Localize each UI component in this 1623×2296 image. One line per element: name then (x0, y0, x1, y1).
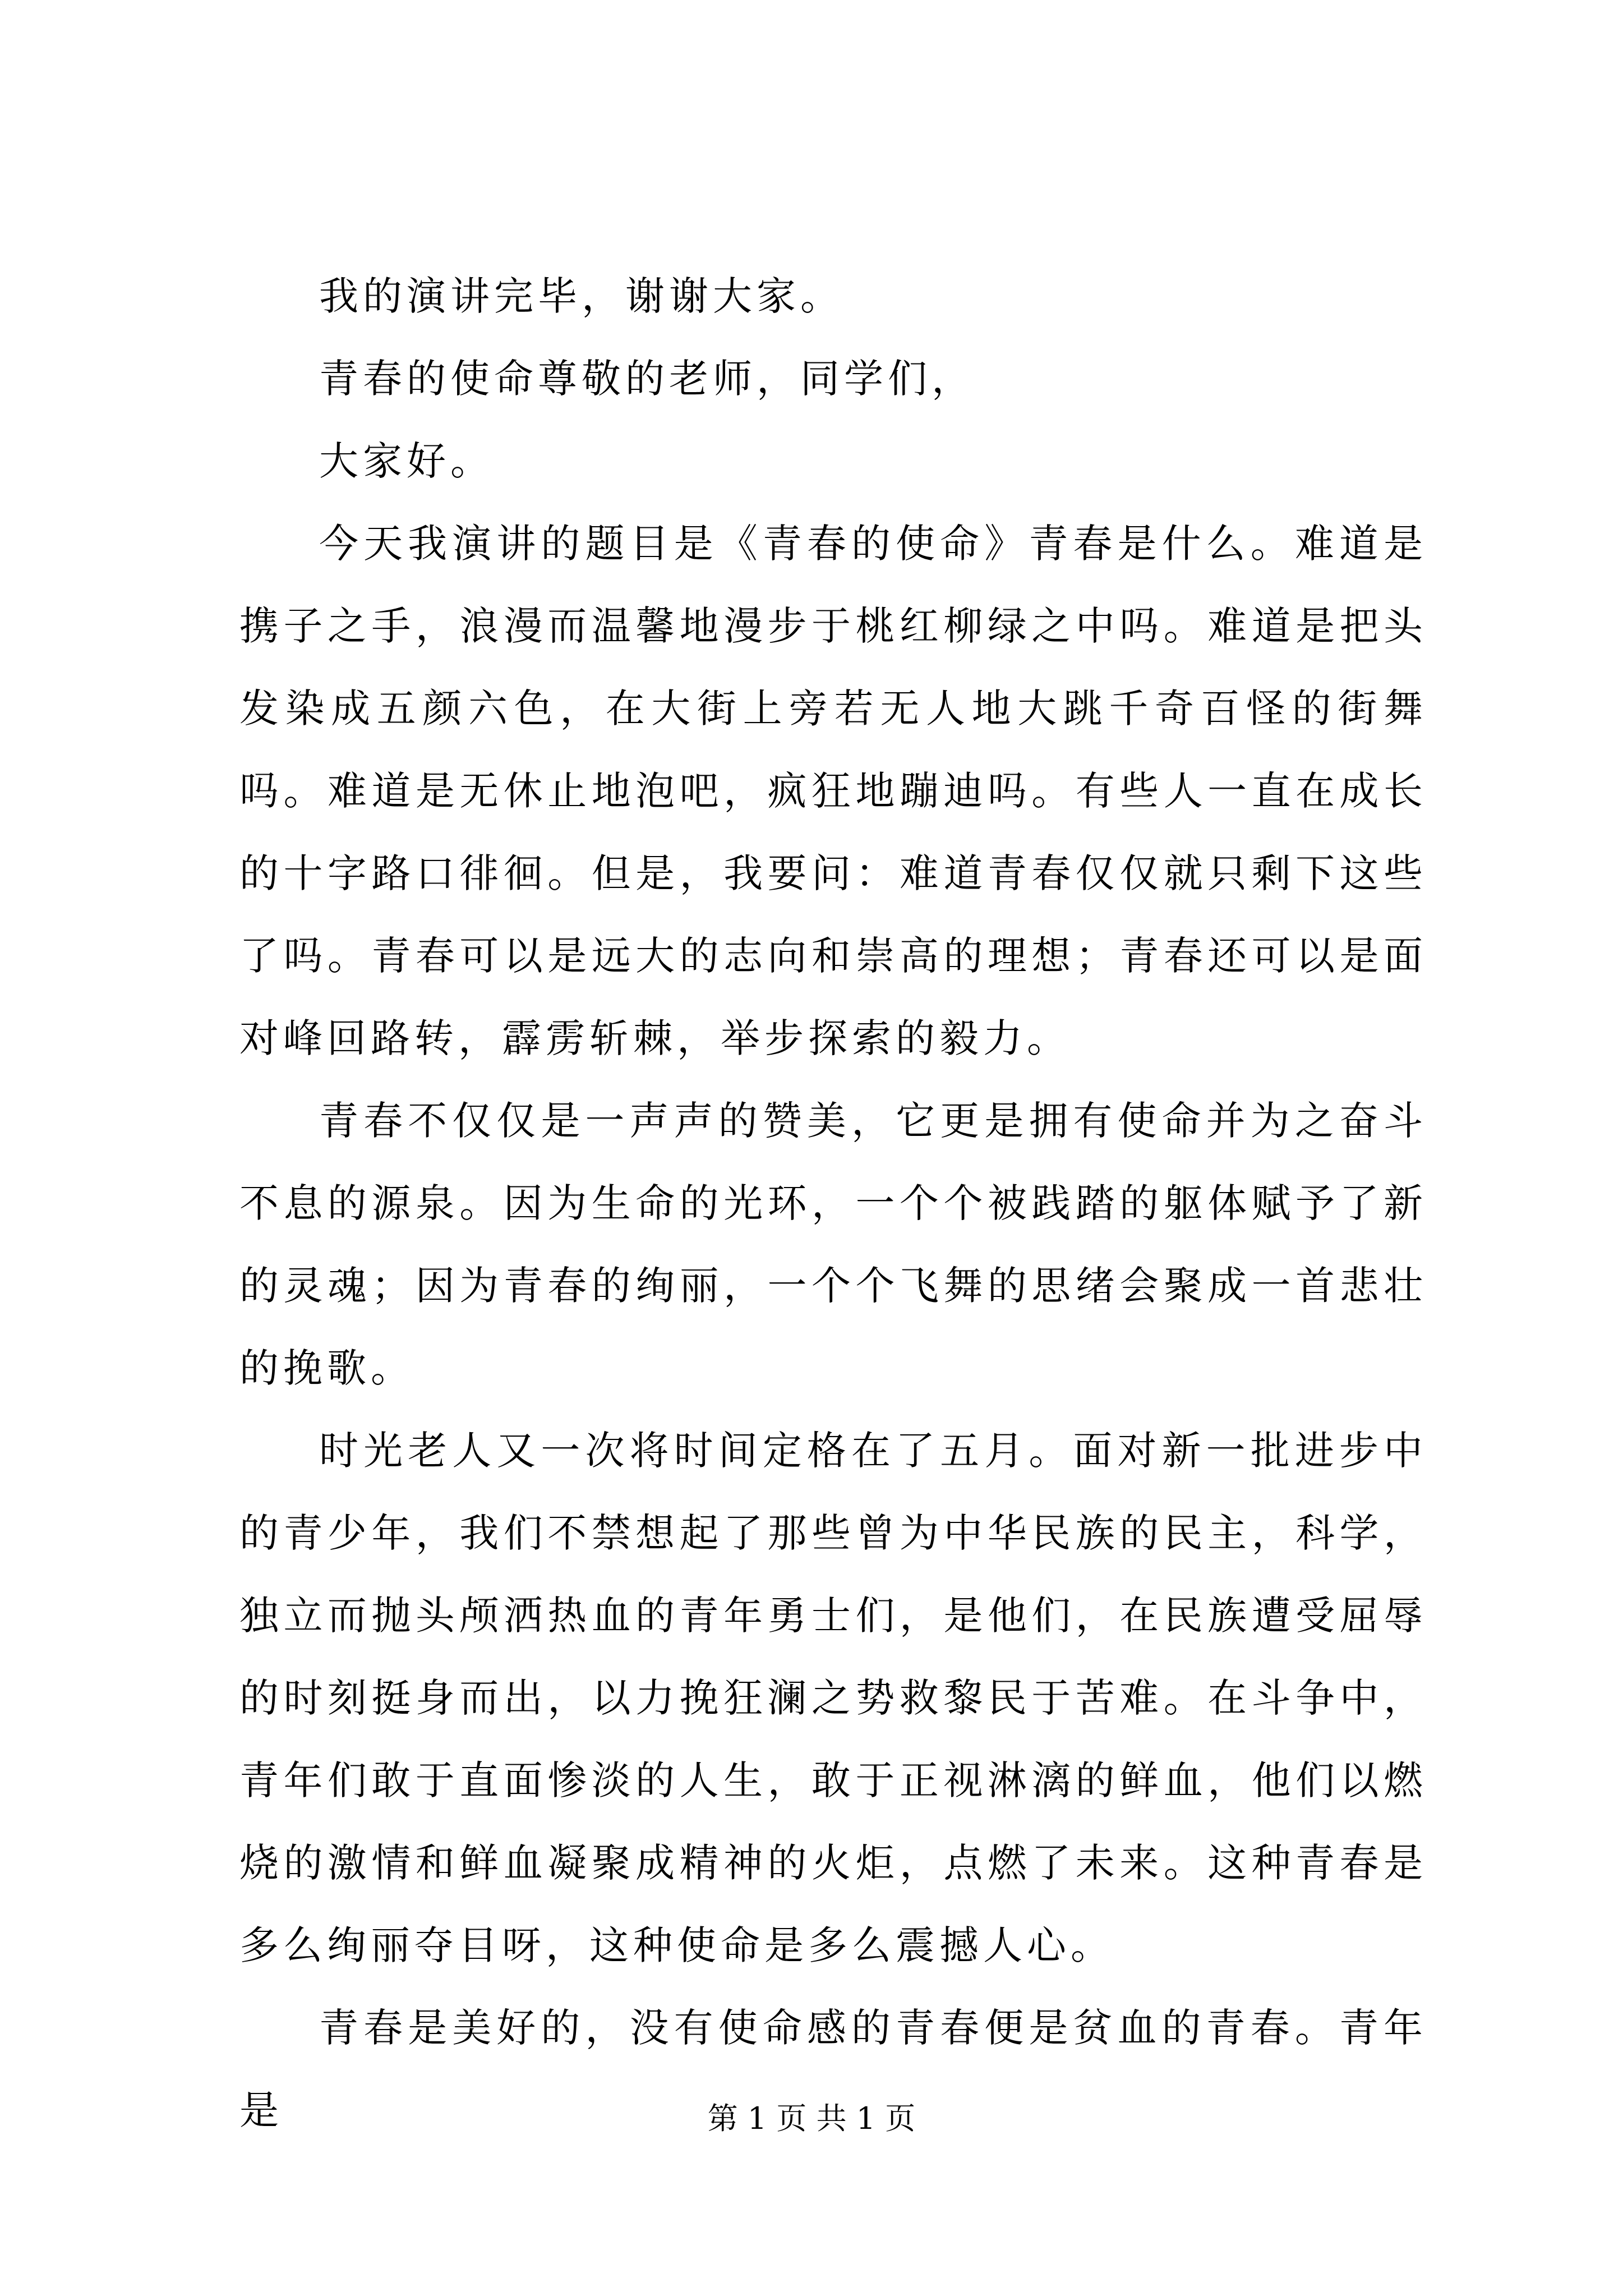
paragraph-youth-praise: 青春不仅仅是一声声的赞美，它更是拥有使命并为之奋斗不息的源泉。因为生命的光环，一个个被践踏的躯体赋予了新的灵魂；因为青春的绚丽，一个个飞舞的思绪会聚成一首悲壮的挽歌。 (239, 1098, 1427, 1391)
paragraph-closing: 我的演讲完毕，谢谢大家。 (319, 273, 844, 319)
page-footer: 第 1 页 共 1 页 (707, 2101, 916, 2136)
paragraph-hello: 大家好。 (319, 438, 494, 484)
paragraph-youth-mission: 青春是美好的，没有使命感的青春便是贫血的青春。青年是 (239, 2005, 1427, 2133)
paragraph-title-greeting: 青春的使命尊敬的老师，同学们， (319, 356, 975, 402)
document-body (239, 255, 1427, 2152)
paragraph-may-history: 时光老人又一次将时间定格在了五月。面对新一批进步中的青少年，我们不禁想起了那些曾为中华民族的民主，科学，独立而抛头颅洒热血的青年勇士们，是他们，在民族遭受屈辱的时刻挺身而出，以力挽狂澜之势救黎民于苦难。在斗争中，青年们敢于直面惨淡的人生，敢于正视淋漓的鲜血，他们以燃烧的激情和鲜血凝聚成精神的火炬，点燃了未来。这种青春是多么绚丽夺目呀，这种使命是多么震撼人心。 (239, 1428, 1427, 1968)
paragraph-intro: 今天我演讲的题目是《青春的使命》青春是什么。难道是携子之手，浪漫而温馨地漫步于桃红柳绿之中吗。难道是把头发染成五颜六色，在大街上旁若无人地大跳千奇百怪的街舞吗。难道是无休止地泡吧，疯狂地蹦迪吗。有些人一直在成长的十字路口徘徊。但是，我要问：难道青春仅仅就只剩下这些了吗。青春可以是远大的志向和崇高的理想；青春还可以是面对峰回路转，霹雳斩棘，举步探索的毅力。 (239, 521, 1427, 1061)
